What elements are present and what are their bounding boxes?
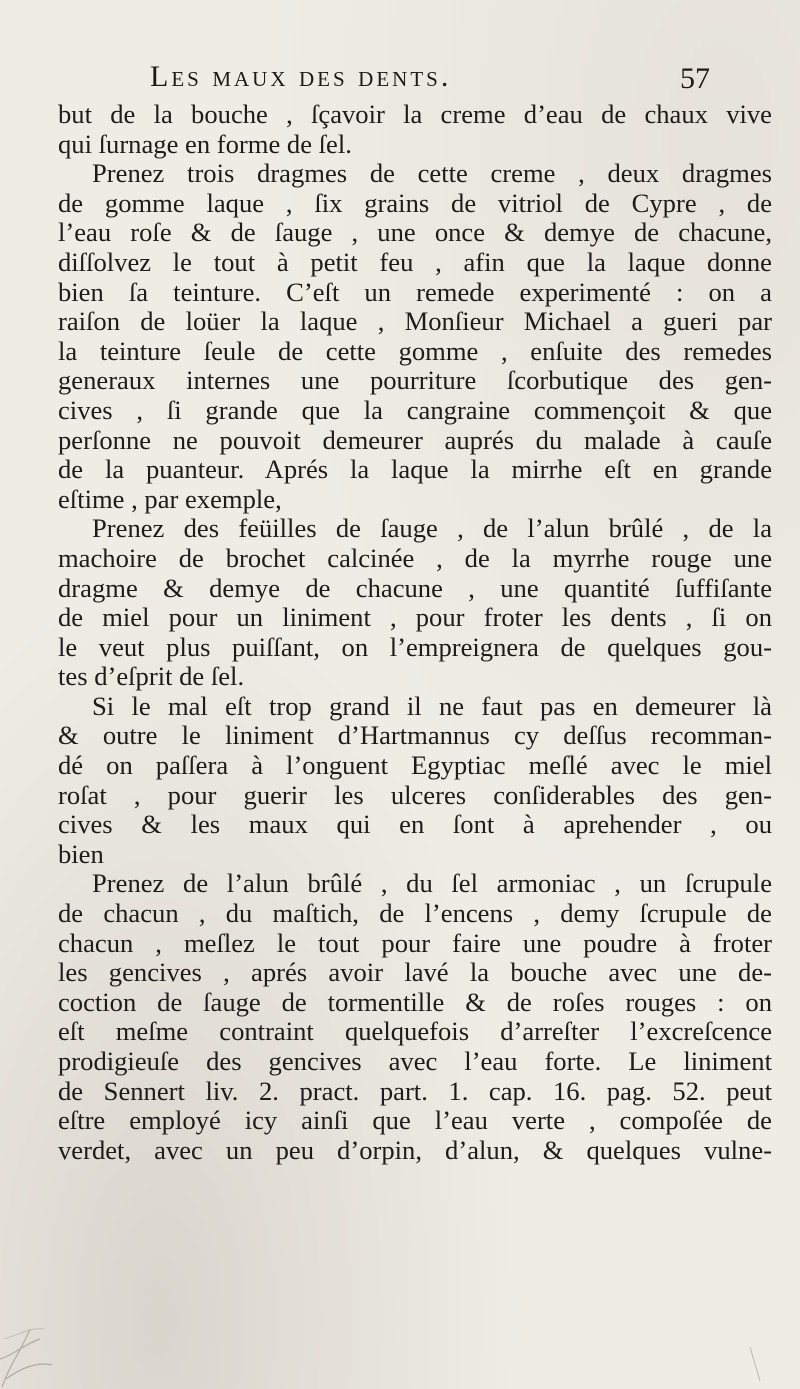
paper-stain [0, 1269, 90, 1389]
text-line: cives , ſi grande que la cangraine commençoit & que [58, 394, 772, 425]
text-line: les gencives , aprés avoir lavé la bouche avec une de- [58, 957, 772, 988]
text-line: Prenez de l’alun brûlé , du ſel armoniac , un ſcrupule [92, 868, 772, 899]
text-line: la teinture ſeule de cette gomme , enſuite des remedes [58, 335, 772, 366]
page-number: 57 [680, 62, 710, 95]
text-line: le veut plus puiſſant, on l’empreignera de quelques gou- [58, 631, 772, 662]
text-line: verdet, avec un peu d’orpin, d’alun, & quelques vulne- [58, 1134, 772, 1165]
text-line: de chacun , du maſtich, de l’encens , demy ſcrupule de [58, 898, 772, 929]
text-line: perſonne ne pouvoit demeurer auprés du malade à cauſe [58, 424, 772, 455]
text-line: raiſon de loüer la laque , Monſieur Michael a gueri par [58, 306, 772, 337]
text-line: de gomme laque , ſix grains de vitriol de Cypre , de [58, 187, 772, 218]
text-line: machoire de brochet calcinée , de la myrrhe rouge une [58, 542, 772, 573]
text-line: de la puanteur. Aprés la laque la mirrhe eſt en grande [58, 454, 772, 485]
text-line: generaux internes une pourriture ſcorbutique des gen- [58, 365, 772, 396]
text-line: diſſolvez le tout à petit feu , afin que la laque donne [58, 246, 772, 277]
running-title: Les maux des dents. [150, 60, 452, 93]
text-line: eſtime , par exemple, [58, 483, 282, 514]
text-line: roſat , pour guerir les ulceres conſiderables des gen- [58, 779, 772, 810]
text-line: Prenez des feüilles de ſauge , de l’alun brûlé , de la [92, 513, 772, 544]
text-line: l’eau roſe & de ſauge , une once & demye de chacune, [58, 217, 772, 248]
text-line: Prenez trois dragmes de cette creme , deux dragmes [92, 158, 772, 189]
paper-mark [746, 1345, 766, 1385]
text-line: & outre le liniment d’Hartmannus cy deſſus recomman- [58, 720, 772, 751]
text-line: dragme & demye de chacune , une quantité ſuffiſante [58, 572, 772, 603]
text-line: qui ſurnage en forme de ſel. [58, 128, 352, 159]
text-line: cives & les maux qui en ſont à aprehender , ou [58, 809, 772, 840]
text-line: prodigieuſe des gencives avec l’eau forte. Le liniment [58, 1046, 772, 1076]
text-line: bien ſa teinture. C’eſt un remede experimenté : on a [58, 276, 772, 307]
text-line: eſt meſme contraint quelquefois d’arreſter l’excreſcence [58, 1016, 772, 1047]
text-line: bien [58, 838, 104, 869]
page-header [150, 60, 710, 100]
text-line: coction de ſauge de tormentille & de roſes rouges : on [58, 986, 772, 1017]
body-text [58, 100, 772, 1165]
text-line: de Sennert liv. 2. pract. part. 1. cap. 16. pag. 52. peut [58, 1075, 772, 1106]
text-line: dé on paſſera à l’onguent Egyptiac meſlé avec le miel [58, 750, 772, 781]
text-line: eſtre employé icy ainſi que l’eau verte , compoſée de [58, 1105, 772, 1136]
text-line: Si le mal eſt trop grand il ne faut pas en demeurer là [92, 690, 772, 721]
text-line: tes d’eſprit de ſel. [58, 661, 245, 692]
text-line: de miel pour un liniment , pour froter les dents , ſi on [58, 602, 772, 633]
text-line: chacun , meſlez le tout pour faire une poudre à froter [58, 927, 772, 958]
text-line: but de la bouche , ſçavoir la creme d’eau de chaux vive [58, 99, 772, 129]
